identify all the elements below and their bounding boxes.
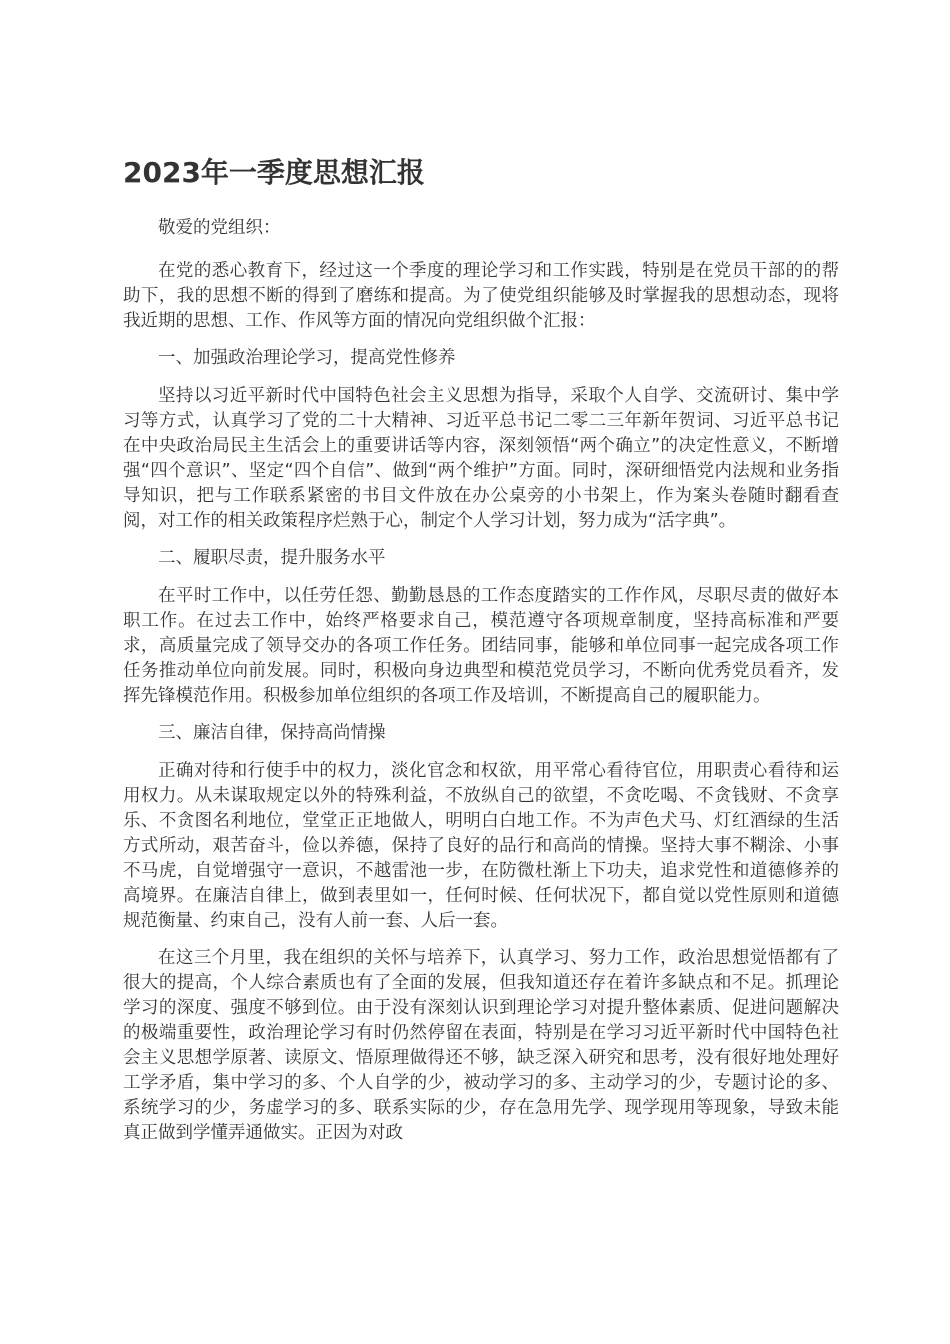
closing-paragraph: 在这三个月里，我在组织的关怀与培养下，认真学习、努力工作，政治思想觉悟都有了很大的提高，个人综合素质也有了全面的发展，但我知道还存在着许多缺点和不足。抓理论学习的深度、强度不够到位。由于没有深刻认识到理论学习对提升整体素质、促进问题解决的极端重要性，政治理论学习有时仍然停留在表面，特别是在学习习近平新时代中国特色社会主义思想学原著、读原文、悟原理做得还不够，缺乏深入研究和思考，没有很好地处理好工学矛盾，集中学习的多、个人自学的少，被动学习的多、主动学习的少，专题讨论的多、系统学习的少，务虚学习的多、联系实际的少，存在急用先学、现学现用等现象，导致未能真正做到学懂弄通做实。正因为对政 — [123, 948, 839, 1143]
greeting: 敬爱的党组织： — [158, 218, 281, 238]
document-body — [123, 150, 839, 1158]
intro-paragraph: 在党的悉心教育下，经过这一个季度的理论学习和工作实践，特别是在党员干部的的帮助下，我的思想不断的得到了磨练和提高。为了使党组织能够及时掌握我的思想动态，现将我近期的思想、工作、作风等方面的情况向党组织做个汇报： — [123, 261, 839, 331]
section-1-heading: 一、加强政治理论学习，提高党性修养 — [158, 348, 456, 368]
section-3-heading: 三、廉洁自律，保持高尚情操 — [158, 723, 386, 743]
section-3-paragraph: 正确对待和行使手中的权力，淡化官念和权欲，用平常心看待官位，用职责心看待和运用权力。从未谋取规定以外的特殊利益，不放纵自己的欲望，不贪吃喝、不贪钱财、不贪享乐、不贪图名利地位，堂堂正正地做人，明明白白地工作。不为声色犬马、灯红酒绿的生活方式所动，艰苦奋斗，俭以养德，保持了良好的品行和高尚的情操。坚持大事不糊涂、小事不马虎，自觉增强守一意识，不越雷池一步，在防微杜渐上下功夫，追求党性和道德修养的高境界。在廉洁自律上，做到表里如一，任何时候、任何状况下，都自觉以党性原则和道德规范衡量、约束自己，没有人前一套、人后一套。 — [123, 761, 839, 931]
section-2-heading: 二、履职尽责，提升服务水平 — [158, 548, 386, 568]
document-title: 2023年一季度思想汇报 — [123, 156, 425, 189]
section-2-paragraph: 在平时工作中，以任劳任怨、勤勤恳恳的工作态度踏实的工作作风，尽职尽责的做好本职工作。在过去工作中，始终严格要求自己，模范遵守各项规章制度，坚持高标准和严要求，高质量完成了领导交办的各项工作任务。团结同事，能够和单位同事一起完成各项工作任务推动单位向前发展。同时，积极向身边典型和模范党员学习，不断向优秀党员看齐，发挥先锋模范作用。积极参加单位组织的各项工作及培训，不断提高自己的履职能力。 — [123, 586, 839, 706]
section-1-paragraph: 坚持以习近平新时代中国特色社会主义思想为指导，采取个人自学、交流研讨、集中学习等方式，认真学习了党的二十大精神、习近平总书记二零二三年新年贺词、习近平总书记在中央政治局民主生活会上的重要讲话等内容，深刻领悟“两个确立”的决定性意义，不断增强“四个意识”、坚定“四个自信”、做到“两个维护”方面。同时，深研细悟党内法规和业务指导知识，把与工作联系紧密的书目文件放在办公桌旁的小书架上，作为案头卷随时翻看查阅，对工作的相关政策程序烂熟于心，制定个人学习计划，努力成为“活字典”。 — [123, 386, 839, 531]
